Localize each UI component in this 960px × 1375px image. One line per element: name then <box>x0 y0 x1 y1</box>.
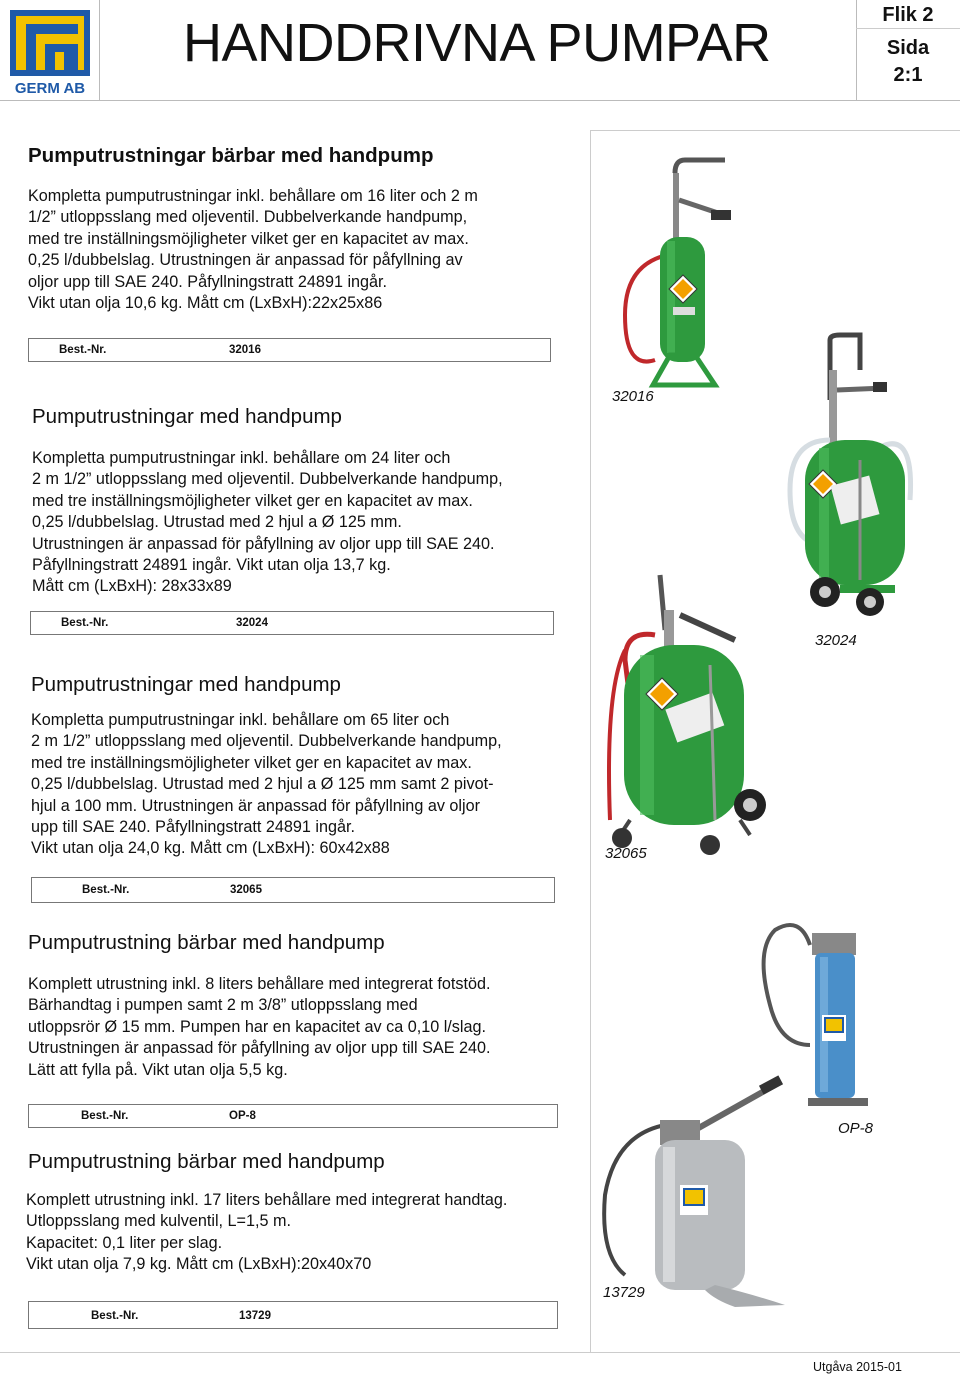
section-heading: Pumputrustning bärbar med handpump <box>28 1150 385 1173</box>
section-description: Komplett utrustning inkl. 8 liters behållare med integrerat fotstöd. Bärhandtag i pumpen samt 2 m 3/8” utloppsslang med utloppsrör Ø 15 mm. Pumpen har en kapacitet av ca 0,10 l/slag. Utrustningen är anpassad för påfyllning av oljor upp till SAE 240. Lätt att fylla på. Vikt utan olja 5,5 kg. <box>28 975 491 1079</box>
page-title: HANDDRIVNA PUMPAR <box>183 13 771 73</box>
image-column-left-border <box>590 130 591 1352</box>
page-number: 2:1 <box>893 64 923 86</box>
order-number-value: 32065 <box>230 884 262 896</box>
order-number-value: 32024 <box>236 617 268 629</box>
image-caption: 32016 <box>612 388 654 405</box>
header-bottom-border <box>0 100 960 101</box>
section-heading: Pumputrustningar med handpump <box>32 405 342 428</box>
section-description: Kompletta pumputrustningar inkl. behållare om 16 liter och 2 m 1/2” utloppsslang med oljeventil. Dubbelverkande handpump, med tre inställningsmöjligheter vilket ger en kapacitet av max. 0,25 l/dubbelslag. Utrustningen är anpassad för påfyllning av oljor upp till SAE 240. Påfyllningstratt 24891 ingår. Vikt utan olja 10,6 kg. Mått cm (LxBxH):22x25x86 <box>28 187 478 312</box>
pump-32065-image <box>600 570 790 865</box>
tab-label: Flik 2 <box>882 4 934 26</box>
order-number-label: Best.-Nr. <box>82 884 130 896</box>
order-number-value: 13729 <box>239 1310 271 1322</box>
order-number-box <box>28 1301 558 1329</box>
germ-logo <box>0 0 99 100</box>
section-description: Kompletta pumputrustningar inkl. behållare om 65 liter och 2 m 1/2” utloppsslang med oljeventil. Dubbelverkande handpump, med tre inställningsmöjligheter vilket ger en kapacitet av max. 0,25 l/dubbelslag. Utrustad med 2 hjul a Ø 125 mm samt 2 pivot- hjul a 100 mm. Utrustningen är anpassad för påfyllning av oljor upp till SAE 240. Påfyllningstratt 24891 ingår. Vikt utan olja 24,0 kg. Mått cm (LxBxH): 60x42x88 <box>31 711 502 858</box>
image-column-top-border <box>590 130 960 131</box>
edition-footer: Utgåva 2015-01 <box>813 1360 902 1374</box>
section-description: Kompletta pumputrustningar inkl. behållare om 24 liter och 2 m 1/2” utloppsslang med oljeventil. Dubbelverkande handpump, med tre inställningsmöjligheter vilket ger en kapacitet av max. 0,25 l/dubbelslag. Utrustad med 2 hjul a Ø 125 mm. Utrustningen är anpassad för påfyllning av oljor upp till SAE 240. Påfyllningstratt 24891 ingår. Vikt utan olja 13,7 kg. Mått cm (LxBxH): 28x33x89 <box>32 449 503 596</box>
order-number-box <box>31 877 555 903</box>
page-bottom-border <box>0 1352 960 1353</box>
page-label: Sida <box>886 37 930 59</box>
order-number-label: Best.-Nr. <box>91 1310 139 1322</box>
section-description: Komplett utrustning inkl. 17 liters behållare med integrerat handtag. Utloppsslang med kulventil, L=1,5 m. Kapacitet: 0,1 liter per slag. Vikt utan olja 7,9 kg. Mått cm (LxBxH):20x40x70 <box>26 1191 508 1274</box>
order-number-value: OP-8 <box>229 1110 256 1122</box>
order-number-value: 32016 <box>229 344 261 356</box>
image-caption: 13729 <box>603 1284 645 1301</box>
image-caption: OP-8 <box>838 1120 874 1137</box>
order-number-label: Best.-Nr. <box>59 344 107 356</box>
section-heading: Pumputrustningar bärbar med handpump <box>28 144 434 167</box>
image-caption: 32065 <box>605 845 647 862</box>
section-heading: Pumputrustning bärbar med handpump <box>28 931 385 954</box>
order-number-box <box>28 1104 558 1128</box>
image-caption: 32024 <box>815 632 857 649</box>
order-number-box <box>28 338 551 362</box>
section-heading: Pumputrustningar med handpump <box>31 673 341 696</box>
pump-32024-image <box>785 330 960 630</box>
order-number-label: Best.-Nr. <box>81 1110 129 1122</box>
order-number-box <box>30 611 554 635</box>
pump-32016-image <box>615 155 745 390</box>
order-number-label: Best.-Nr. <box>61 617 109 629</box>
header-logo-cell <box>0 0 100 100</box>
logo-company-name: GERM AB <box>14 80 86 97</box>
